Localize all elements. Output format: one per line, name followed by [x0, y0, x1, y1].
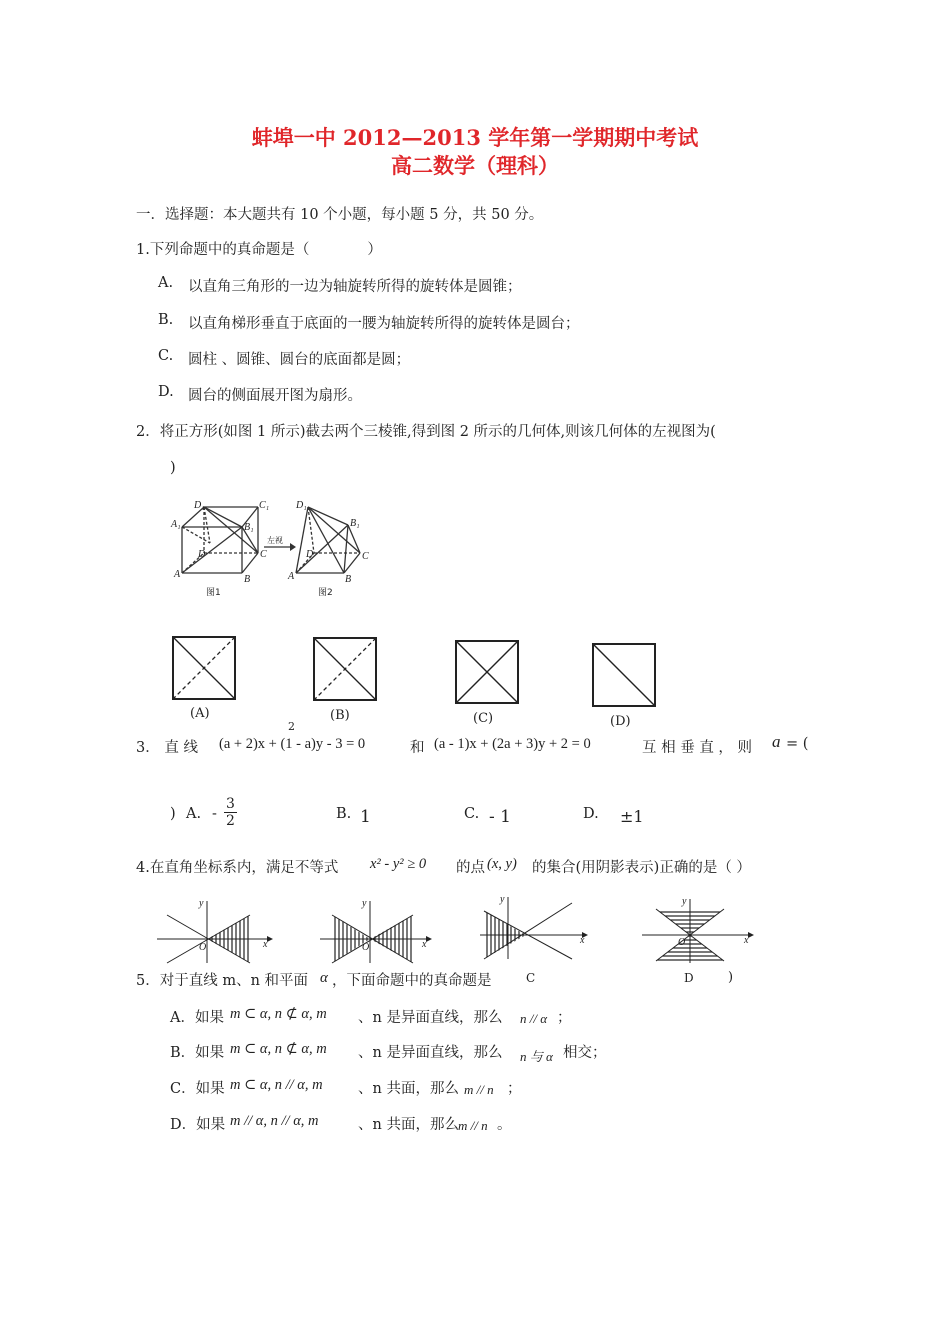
fig1-caption: 图1: [206, 588, 221, 598]
fig1-label-c1: C₁: [259, 500, 270, 511]
q3-equals-paren: = (: [786, 736, 809, 752]
q3-option-b-label: B.: [336, 806, 352, 822]
q3-option-c-label: C.: [464, 806, 480, 822]
fig2-caption: 图2: [318, 588, 333, 598]
fig2-label-c: C: [362, 551, 369, 562]
fig2-label-b: B: [345, 574, 352, 585]
q4-graph-d: [640, 895, 760, 965]
q3-close-paren: ): [170, 806, 176, 822]
q1-option-c-text: 圆柱 、圆锥、圆台的底面都是圆；: [188, 352, 411, 368]
q5-option-a-label: A．如果: [170, 1010, 224, 1026]
q1-option-b-text: 以直角梯形垂直于底面的一腰为轴旋转所得的旋转体是圆台；: [188, 316, 580, 332]
q5-option-c-label: C．如果: [170, 1081, 225, 1097]
question-4-stem-a: 4.在直角坐标系内，满足不等式: [136, 860, 339, 876]
q5-option-d-end: 。: [497, 1117, 512, 1133]
stray-mark: 2: [288, 720, 295, 733]
q2-choice-c-label: (C): [473, 711, 494, 726]
arrow-label: 左视: [267, 536, 283, 545]
fig1-label-d1: D₁: [194, 500, 205, 511]
fig2-label-d: D: [306, 549, 314, 560]
question-5-stem-b: ，下面命题中的真命题是: [332, 973, 492, 989]
q2-choice-d-label: (D): [610, 714, 631, 729]
q3-and: 和: [410, 740, 425, 756]
q5-option-d-math: m // α, n // α, m: [230, 1113, 319, 1129]
exam-title: 蚌埠一中 2012—2013 学年第一学期期中考试: [251, 125, 699, 150]
q1-option-a-text: 以直角三角形的一边为轴旋转所得的旋转体是圆锥；: [188, 279, 522, 295]
fig1-label-d: D: [198, 549, 206, 560]
q4d-y-label: y: [682, 896, 687, 907]
fig1-label-b: B: [244, 574, 251, 585]
fig1-label-b1: B₁: [244, 522, 254, 533]
q4b-x-label: x: [422, 939, 427, 950]
q3-variable-a: a: [772, 732, 781, 751]
q3-line-1-equation: (a + 2)x + (1 - a)y - 3 = 0: [219, 736, 366, 752]
question-2-stem-end: ): [170, 460, 176, 476]
q4-inequality: x² - y² ≥ 0: [370, 856, 427, 872]
q4a-y-label: y: [199, 898, 204, 909]
q4a-origin-label: O: [199, 942, 207, 953]
q5-option-b-label: B．如果: [170, 1045, 225, 1061]
q1-option-c-label: C.: [158, 348, 174, 364]
q1-option-a-label: A.: [158, 275, 174, 291]
q3-option-d-label: D.: [583, 806, 599, 822]
q1-option-d-text: 圆台的侧面展开图为扇形。: [188, 388, 362, 404]
q5-option-a-math2: n // α: [520, 1011, 548, 1026]
q2-choice-b-figure: [313, 637, 379, 703]
question-1-stem: 1.下列命题中的真命题是（ ）: [136, 242, 382, 258]
q3-tail: 互 相 垂 直 ， 则: [642, 740, 753, 756]
q5-option-d-mid: 、n 共面，那么: [358, 1117, 459, 1133]
q2-choice-d-figure: [592, 643, 658, 709]
exam-subtitle: 高二数学（理科）: [391, 153, 559, 178]
q4d-origin-label: O: [678, 937, 686, 948]
q3-option-d-value: ±1: [620, 807, 644, 826]
fig2-label-b1: B₁: [350, 518, 360, 529]
q3-fraction-denominator: 2: [226, 813, 235, 829]
question-4-stem-c: 的集合(用阴影表示)正确的是（ ）: [532, 860, 751, 876]
figure-2-solid: [288, 495, 388, 597]
fig1-label-a: A: [174, 569, 181, 580]
q4c-y-label: y: [500, 894, 505, 905]
q4b-origin-label: O: [362, 942, 370, 953]
q2-choice-a-figure: [172, 636, 238, 702]
question-4-stem-b: 的点: [456, 860, 485, 876]
q4-point: (x, y): [487, 856, 517, 872]
q5-option-b-mid: 、n 是异面直线，那么: [358, 1045, 503, 1061]
question-2-stem: 2．将正方形(如图 1 所示)截去两个三棱锥,得到图 2 所示的几何体,则该几何体的左视图为(: [136, 424, 716, 440]
q5-option-a-math: m ⊂ α, n ⊄ α, m: [230, 1006, 327, 1022]
q2-choice-c-figure: [455, 640, 521, 706]
q5-option-c-math: m ⊂ α, n // α, m: [230, 1077, 323, 1093]
fig1-label-a1: A₁: [171, 519, 181, 530]
fig2-label-d1: D₁: [296, 500, 307, 511]
q1-option-b-label: B.: [158, 312, 174, 328]
q5-option-d-label: D．如果: [170, 1117, 226, 1133]
q2-choice-a-label: (A): [190, 706, 210, 721]
q5-overlap-paren: ): [728, 970, 734, 985]
q4b-y-label: y: [362, 898, 367, 909]
q5-option-d-math2: m // n: [458, 1118, 488, 1133]
q2-choice-b-label: (B): [330, 708, 350, 723]
q5-option-b-end: 相交；: [563, 1045, 607, 1061]
q5-option-c-math2: m // n: [464, 1082, 494, 1097]
q4c-x-label: x: [580, 935, 585, 946]
q5-option-a-end: ；: [557, 1010, 572, 1026]
q4-graph-c: [478, 893, 598, 963]
q5-alpha: α: [320, 970, 328, 986]
q5-overlap-d: D: [684, 971, 694, 985]
fig2-label-a: A: [288, 571, 295, 582]
q3-option-a-label: A.: [186, 806, 202, 822]
q5-option-c-end: ；: [507, 1081, 522, 1097]
q4-graph-a: [155, 895, 275, 965]
section-heading: 一．选择题：本大题共有 10 个小题，每小题 5 分，共 50 分。: [136, 207, 544, 223]
q5-overlap-c: C: [526, 971, 536, 985]
question-5-stem: 5．对于直线 m、n 和平面: [136, 973, 309, 989]
q4d-x-label: x: [744, 935, 749, 946]
q4a-x-label: x: [263, 939, 268, 950]
q3-line-2-equation: (a - 1)x + (2a + 3)y + 2 = 0: [434, 736, 591, 752]
q1-option-d-label: D.: [158, 384, 174, 400]
q5-option-a-mid: 、n 是异面直线，那么: [358, 1010, 503, 1026]
q3-fraction-numerator: 3: [226, 796, 235, 812]
q5-option-c-mid: 、n 共面，那么: [358, 1081, 459, 1097]
q3-option-a-fraction: [224, 796, 237, 829]
question-3-lead: 3． 直 线: [136, 740, 198, 756]
q3-option-b-value: 1: [360, 807, 371, 827]
q5-option-b-math: m ⊂ α, n ⊄ α, m: [230, 1041, 327, 1057]
q4-graph-b: [318, 895, 438, 965]
q3-option-a-sign: -: [212, 806, 217, 822]
q3-option-c-value: - 1: [489, 807, 511, 827]
q5-option-b-math2: n 与 α: [520, 1049, 553, 1064]
fig1-label-c: C: [260, 549, 267, 560]
